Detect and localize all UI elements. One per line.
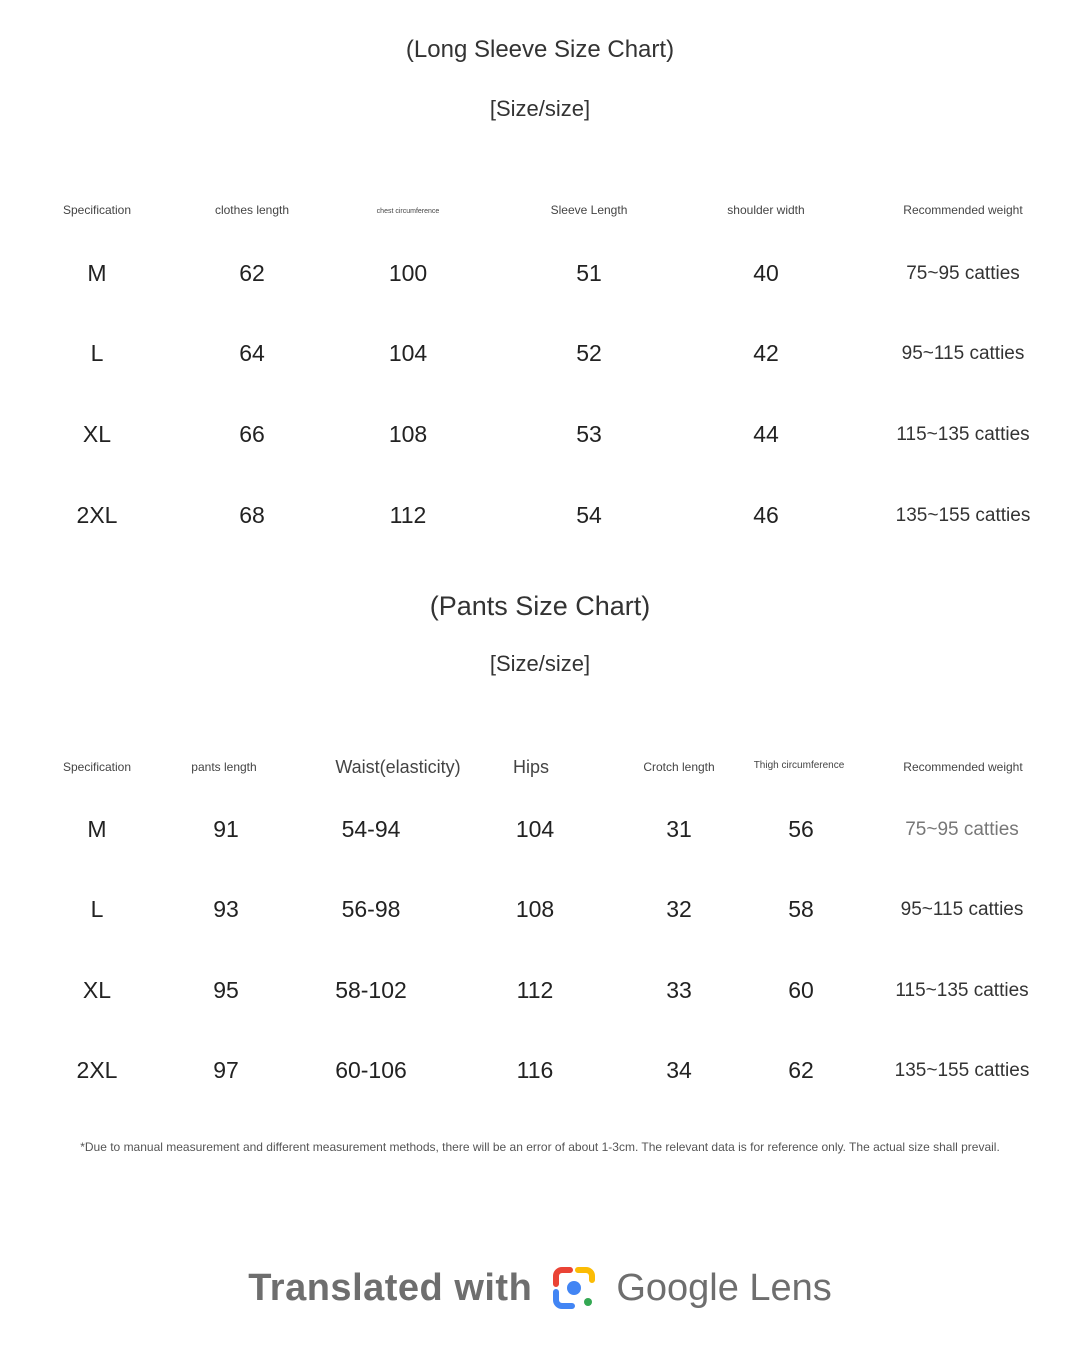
google-lens-icon — [550, 1264, 598, 1312]
google-lens-brand: Google Lens — [616, 1266, 832, 1309]
pants-table-cell: M — [87, 816, 107, 842]
shirt-table-cell: L — [90, 340, 104, 366]
pants-table-cell: 56 — [788, 816, 814, 842]
pants-table-cell: 58-102 — [335, 977, 407, 1003]
pants-header-cell: Specification — [62, 760, 132, 774]
shirt-table-cell: 68 — [239, 502, 265, 528]
shirt-table-cell: 52 — [576, 340, 602, 366]
shirt-table-cell: 40 — [753, 260, 779, 286]
pants-table-cell: 60 — [788, 977, 814, 1003]
shirt-header-cell: chest circumference — [376, 208, 440, 215]
pants-chart-title: (Pants Size Chart) — [429, 591, 651, 621]
pants-table-cell: 91 — [213, 816, 239, 842]
pants-table-cell: 34 — [666, 1057, 692, 1083]
pants-chart-subtitle: [Size/size] — [489, 651, 591, 676]
long-sleeve-chart-subtitle: [Size/size] — [489, 96, 591, 121]
shirt-table-cell: 62 — [239, 260, 265, 286]
pants-table-cell: 31 — [666, 816, 692, 842]
shirt-table-cell: 66 — [239, 421, 265, 447]
pants-table-cell: 33 — [666, 977, 692, 1003]
pants-table-cell: 95 — [213, 977, 239, 1003]
pants-table-cell: 112 — [516, 977, 554, 1003]
shirt-table-cell: XL — [82, 421, 112, 447]
pants-table-cell: 135~155 catties — [894, 1060, 1030, 1081]
shirt-table-cell: 115~135 catties — [896, 424, 1030, 445]
footer-lead-text: Translated with — [248, 1266, 533, 1309]
shirt-header-cell: clothes length — [214, 203, 290, 217]
pants-header-cell: Recommended weight — [903, 760, 1023, 774]
shirt-table-cell: 44 — [753, 421, 779, 447]
shirt-table-cell: M — [87, 260, 107, 286]
pants-header-cell: Waist(elasticity) — [335, 757, 461, 777]
shirt-table-cell: 2XL — [76, 502, 118, 528]
shirt-table-cell: 104 — [388, 340, 428, 366]
pants-header-cell: Thigh circumference — [753, 760, 845, 771]
shirt-header-cell: shoulder width — [727, 203, 805, 217]
pants-table-cell: 2XL — [76, 1057, 118, 1083]
shirt-header-cell: Specification — [62, 203, 132, 217]
pants-table-cell: 97 — [213, 1057, 239, 1083]
pants-table-cell: L — [90, 896, 104, 922]
shirt-table-cell: 112 — [389, 502, 427, 528]
pants-table-cell: 104 — [515, 816, 555, 842]
shirt-table-cell: 54 — [576, 502, 602, 528]
pants-table-cell: 32 — [666, 896, 692, 922]
pants-header-cell: pants length — [191, 760, 257, 774]
shirt-table-cell: 135~155 catties — [895, 505, 1031, 526]
shirt-table-cell: 46 — [753, 502, 779, 528]
long-sleeve-chart-title: (Long Sleeve Size Chart) — [405, 36, 675, 63]
shirt-table-cell: 51 — [576, 260, 602, 286]
pants-header-cell: Hips — [512, 757, 550, 777]
shirt-header-cell: Recommended weight — [903, 203, 1023, 217]
shirt-table-cell: 100 — [388, 260, 428, 286]
pants-table-cell: 115~135 catties — [895, 980, 1029, 1001]
pants-table-cell: 62 — [788, 1057, 814, 1083]
pants-table-cell: 58 — [788, 896, 814, 922]
pants-table-cell: 95~115 catties — [900, 899, 1024, 920]
pants-table-cell: 54-94 — [341, 816, 401, 842]
pants-table-cell: XL — [82, 977, 112, 1003]
pants-table-cell: 93 — [213, 896, 239, 922]
shirt-table-cell: 108 — [388, 421, 428, 447]
shirt-table-cell: 53 — [576, 421, 602, 447]
pants-table-cell: 116 — [516, 1057, 554, 1083]
shirt-table-cell: 75~95 catties — [906, 263, 1020, 284]
pants-table-cell: 108 — [515, 896, 555, 922]
translation-footer — [0, 1262, 1080, 1314]
shirt-table-cell: 42 — [753, 340, 779, 366]
pants-table-cell: 56-98 — [341, 896, 401, 922]
pants-table-cell: 60-106 — [335, 1057, 407, 1083]
shirt-header-cell: Sleeve Length — [550, 203, 628, 217]
shirt-table-cell: 64 — [239, 340, 265, 366]
shirt-table-cell: 95~115 catties — [901, 343, 1025, 364]
pants-header-cell: Crotch length — [643, 760, 715, 774]
pants-table-cell: 75~95 catties — [905, 819, 1019, 840]
measurement-disclaimer: *Due to manual measurement and different measurement methods, there will be an error of about 1-3cm. The relevant data is for reference only. The actual size shall prevail. — [80, 1140, 1000, 1154]
